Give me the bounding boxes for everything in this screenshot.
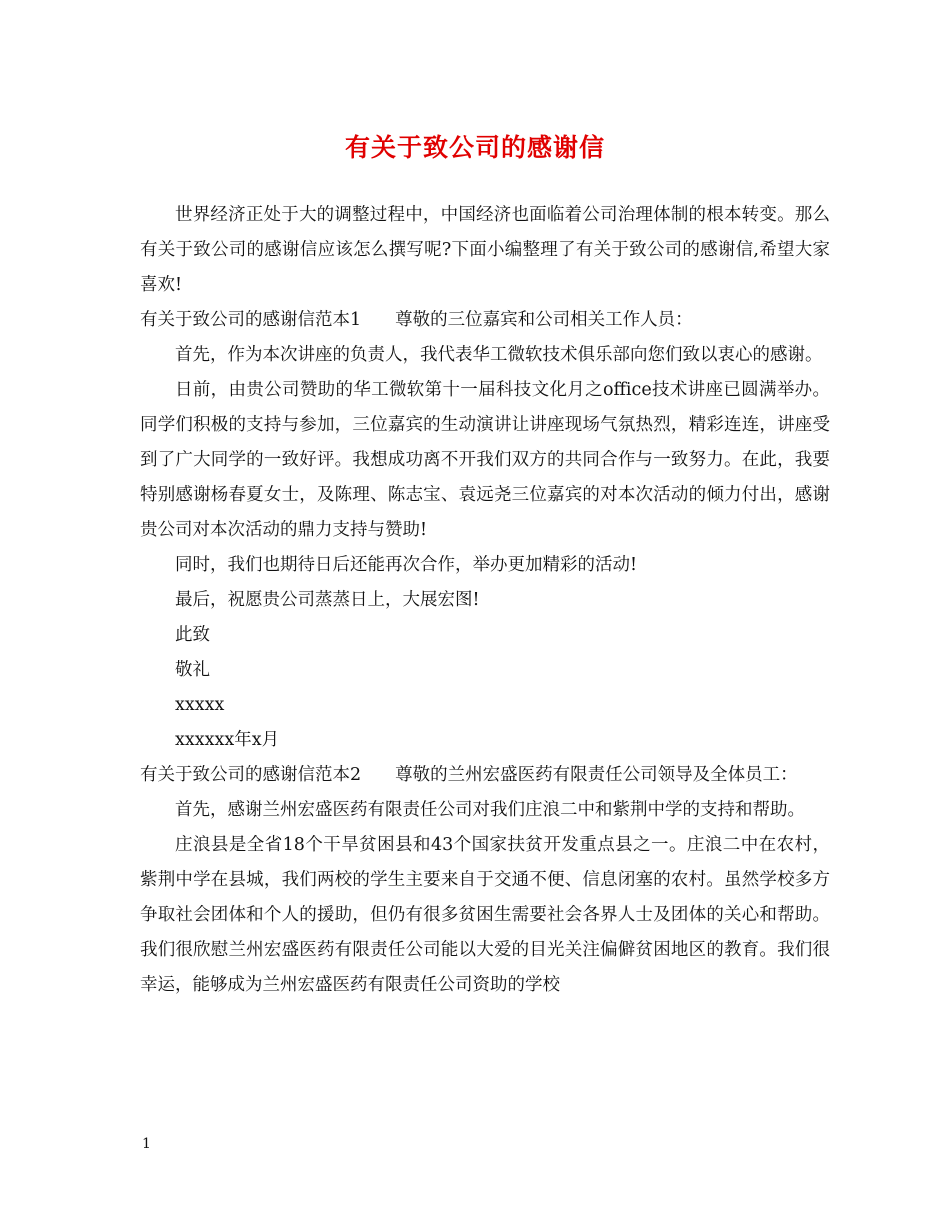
document-body [140, 198, 830, 1003]
sample2-paragraph: 首先，感谢兰州宏盛医药有限责任公司对我们庄浪二中和紫荆中学的支持和帮助。 [175, 800, 805, 820]
signature-text: xxxxx [175, 695, 225, 715]
closing-text: 此致 [175, 625, 210, 645]
page-number: 1 [142, 1136, 151, 1152]
regards-text: 敬礼 [175, 660, 210, 680]
document-title: 有关于致公司的感谢信 [344, 133, 605, 162]
sample2-heading: 有关于致公司的感谢信范本2 [140, 765, 362, 785]
sample1-salutation: 尊敬的三位嘉宾和公司相关工作人员： [395, 310, 693, 330]
sample1-paragraph: 日前，由贵公司赞助的华工微软第十一届科技文化月之office技术讲座已圆满举办。同学们积极的支持与参加，三位嘉宾的生动演讲让讲座现场气氛热烈，精彩连连，讲座受到了广大同学的一致好评。我想成功离不开我们双方的共同合作与一致努力。在此，我要特别感谢杨春夏女士，及陈理、陈志宝、袁远尧三位嘉宾的对本次活动的倾力付出，感谢贵公司对本次活动的鼎力支持与赞助! [140, 380, 830, 540]
sample1-paragraph: 最后，祝愿贵公司蒸蒸日上，大展宏图! [175, 590, 480, 610]
sample1-paragraph: 同时，我们也期待日后还能再次合作，举办更加精彩的活动! [175, 555, 638, 575]
sample1-heading-line [140, 303, 830, 338]
intro-paragraph: 世界经济正处于大的调整过程中，中国经济也面临着公司治理体制的根本转变。那么有关于致公司的感谢信应该怎么撰写呢?下面小编整理了有关于致公司的感谢信,希望大家喜欢! [140, 205, 830, 295]
sample2-paragraph: 庄浪县是全省18个干旱贫困县和43个国家扶贫开发重点县之一。庄浪二中在农村，紫荆中学在县城，我们两校的学生主要来自于交通不便、信息闭塞的农村。虽然学校多方争取社会团体和个人的援助，但仍有很多贫困生需要社会各界人士及团体的关心和帮助。我们很欣慰兰州宏盛医药有限责任公司能以大爱的目光关注偏僻贫困地区的教育。我们很幸运，能够成为兰州宏盛医药有限责任公司资助的学校 [140, 835, 830, 995]
sample1-heading: 有关于致公司的感谢信范本1 [140, 310, 362, 330]
date-text: xxxxxx年x月 [175, 730, 280, 750]
sample2-heading-line [140, 758, 830, 793]
sample2-salutation: 尊敬的兰州宏盛医药有限责任公司领导及全体员工： [395, 765, 798, 785]
sample1-paragraph: 首先，作为本次讲座的负责人，我代表华工微软技术俱乐部向您们致以衷心的感谢。 [175, 345, 823, 365]
